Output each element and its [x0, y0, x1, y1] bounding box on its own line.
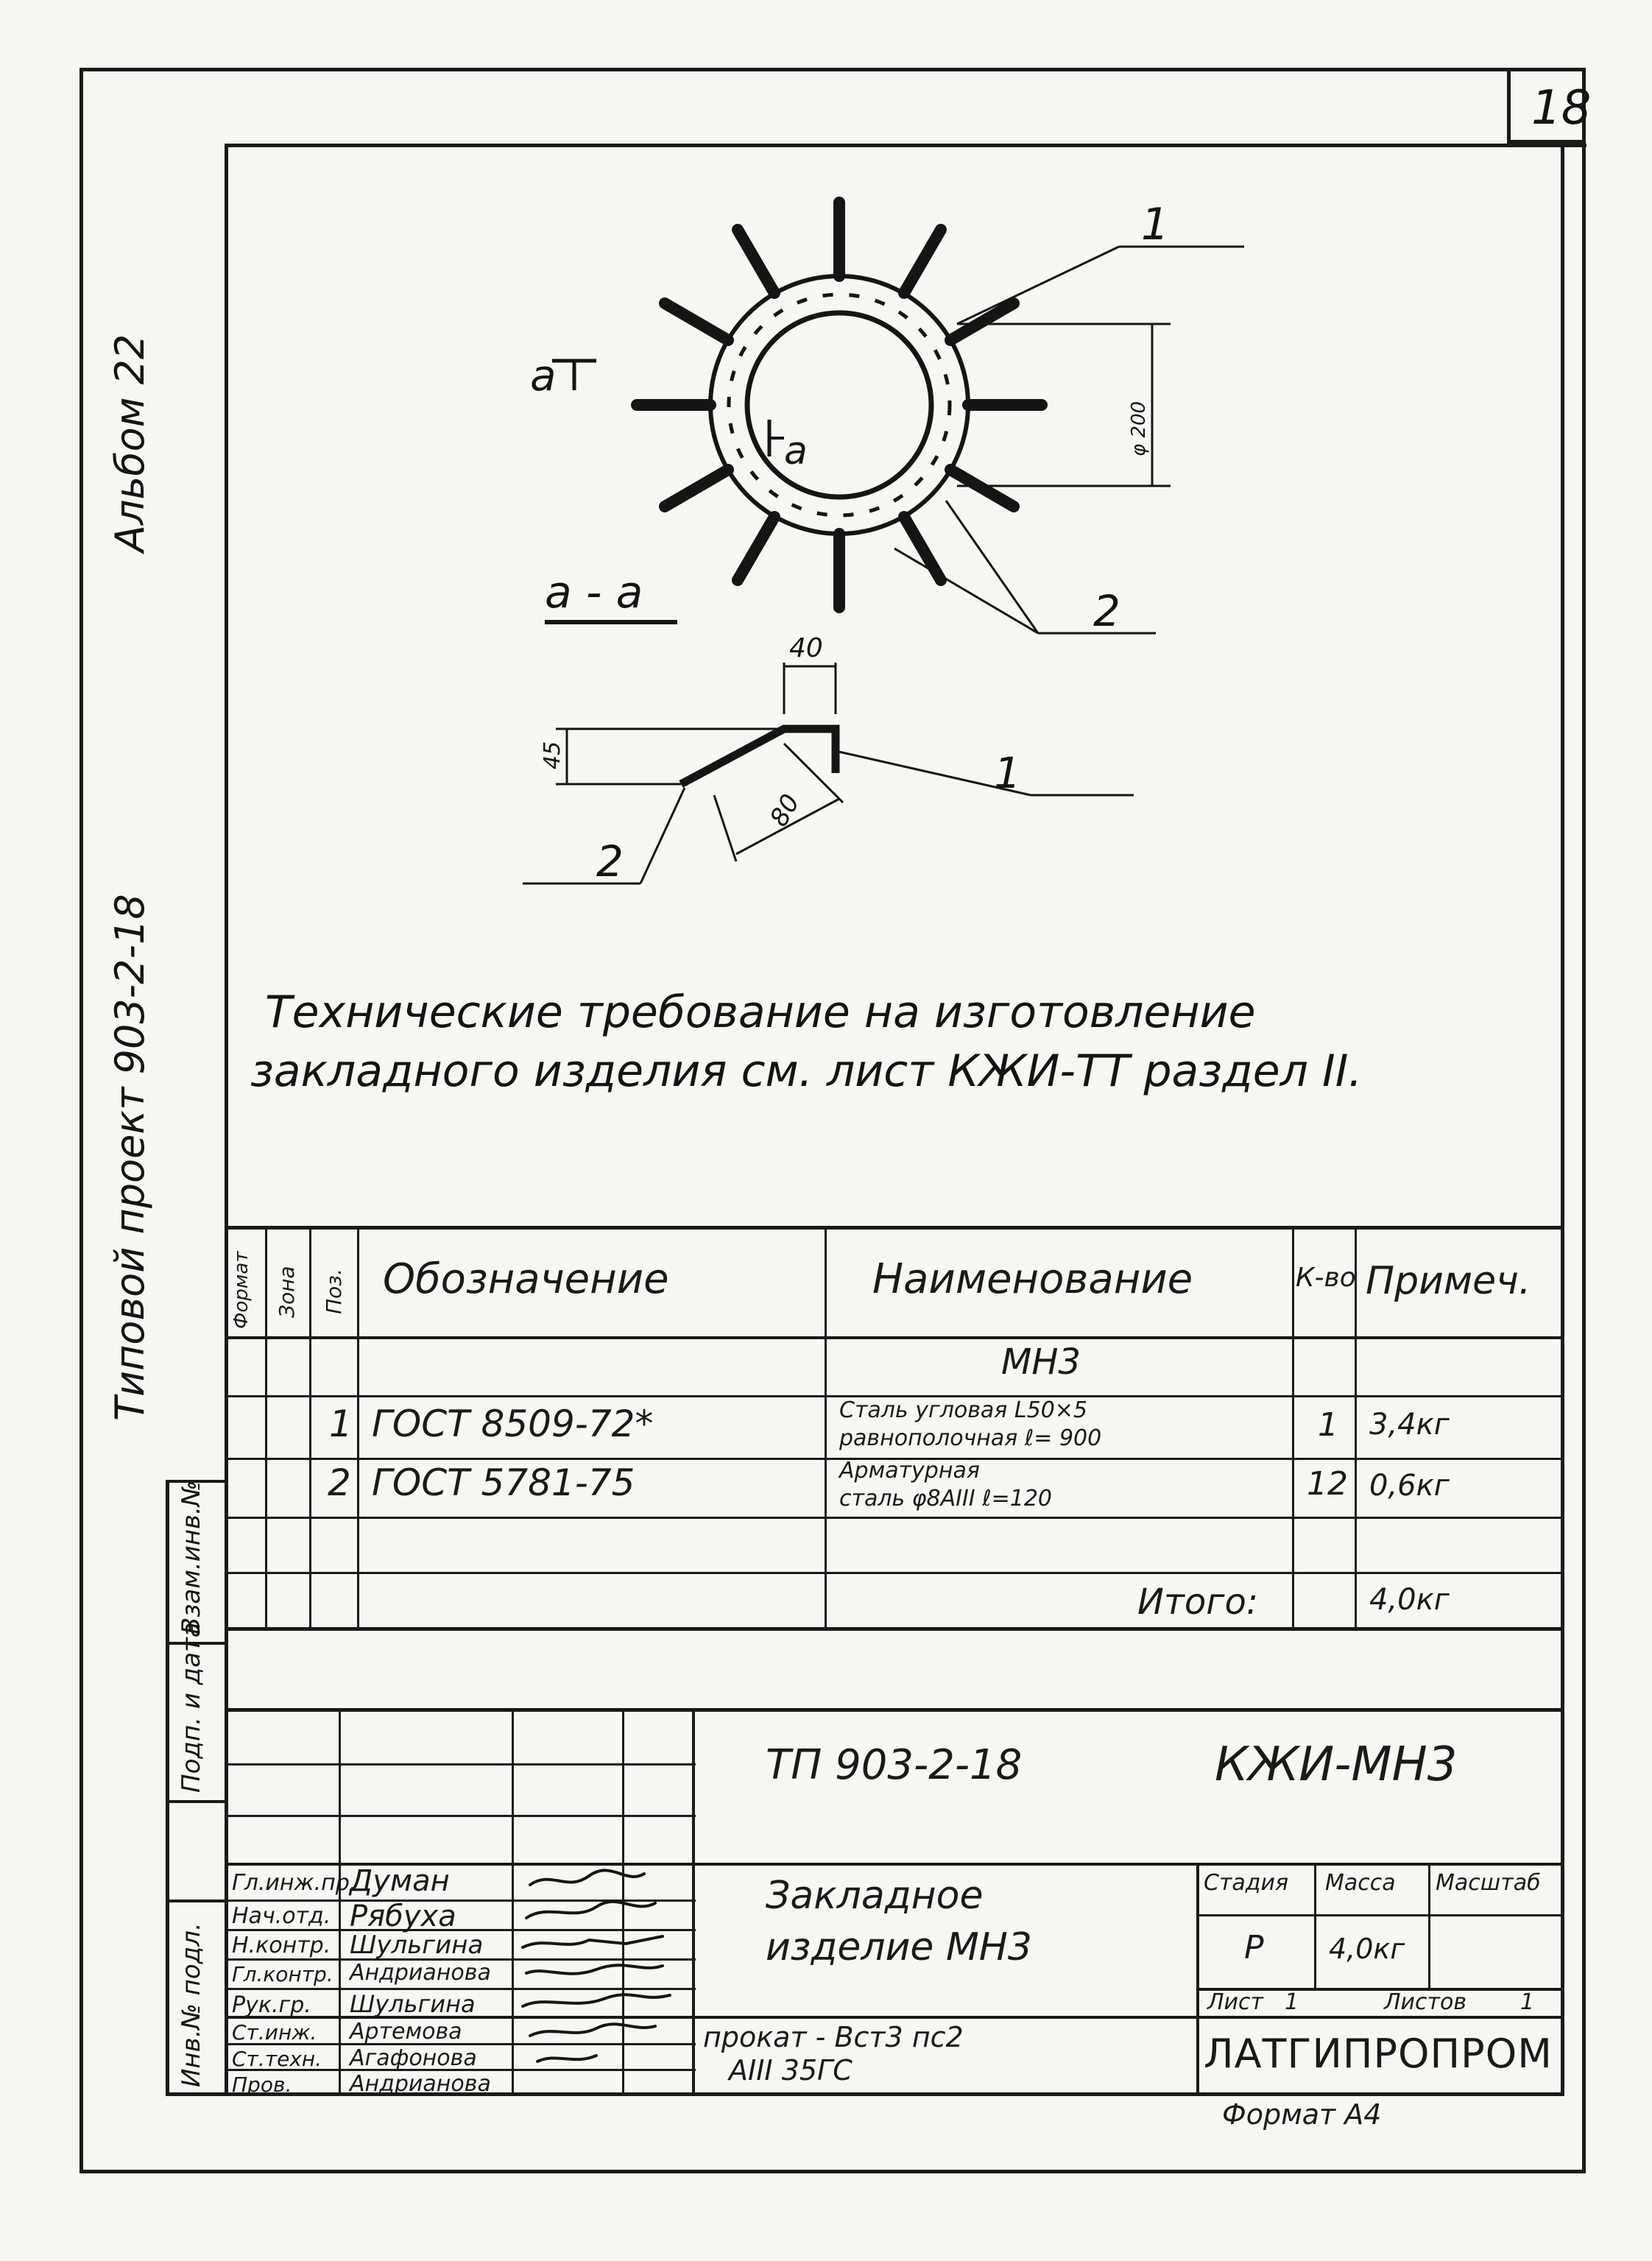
tech-note-line-1: Технические требование на изготовление	[265, 987, 1256, 1038]
doc-code: ТП 903-2-18	[766, 1741, 1023, 1789]
sheet-number-box-left	[1507, 68, 1511, 141]
dim-45: 45	[540, 741, 565, 769]
sheets-value: 1	[1520, 1989, 1535, 2015]
dim-80: 80	[764, 789, 806, 832]
sig-name-6: Артемова	[350, 2019, 462, 2045]
bolt-circle	[729, 294, 950, 515]
sig-role-5: Рук.гр.	[232, 1992, 311, 2018]
sig-name-3: Шульгина	[350, 1930, 484, 1960]
material-line-1: прокат - Вст3 пс2	[703, 2021, 964, 2053]
sig-name-8: Андрианова	[350, 2071, 491, 2097]
row-1-pos: 1	[329, 1403, 353, 1445]
sig-role-2: Нач.отд.	[232, 1903, 331, 1929]
side-div-3	[166, 1800, 228, 1803]
header-format: Формат	[230, 1251, 253, 1329]
total-value: 4,0кг	[1369, 1583, 1450, 1617]
sheet-number: 18	[1531, 81, 1592, 135]
angle-profile	[681, 729, 836, 784]
organization: ЛАТГИПРОПРОМ	[1204, 2031, 1553, 2077]
sheets-label: Листов	[1384, 1989, 1467, 2015]
row-2-name-2: сталь φ8АIII ℓ=120	[839, 1486, 1053, 1512]
sig-name-4: Андрианова	[350, 1960, 491, 1986]
album-label: Альбом 22	[107, 334, 153, 552]
header-zone: Зона	[275, 1266, 299, 1318]
sig-name-5: Шульгина	[350, 1990, 476, 2018]
scale-label: Масштаб	[1436, 1870, 1541, 1896]
format-label: Формат А4	[1222, 2098, 1382, 2131]
callout-1-section: 1	[994, 748, 1021, 798]
sig-role-4: Гл.контр.	[232, 1962, 333, 1986]
row-1-note: 3,4кг	[1369, 1408, 1450, 1442]
header-qty: К-во	[1296, 1263, 1356, 1293]
total-label: Итого:	[1137, 1581, 1258, 1623]
mass-label: Масса	[1325, 1870, 1396, 1896]
section-title: a - a	[545, 567, 643, 618]
signature-scribbles	[515, 1863, 692, 2084]
title-line-2: изделие МН3	[766, 1925, 1032, 1969]
anchor-bars	[637, 202, 1042, 607]
sig-name-2: Рябуха	[350, 1900, 456, 1933]
row-2-note: 0,6кг	[1369, 1469, 1450, 1503]
inv-podl-label: Инв.№ подл.	[177, 1922, 206, 2087]
section-mark-center: a	[784, 429, 808, 473]
sig-name-1: Думан	[350, 1864, 450, 1898]
flange-inner-circle	[747, 313, 931, 497]
side-col-left	[166, 1480, 169, 2095]
embedded-part-drawing	[228, 147, 1561, 957]
inner-frame-right	[1561, 144, 1564, 2095]
sig-role-6: Ст.инж.	[232, 2020, 317, 2045]
header-name: Наименование	[872, 1255, 1193, 1303]
row-1-name-1: Сталь угловая L50×5	[839, 1397, 1088, 1423]
dim-40: 40	[789, 633, 823, 663]
stage-label: Стадия	[1204, 1870, 1289, 1896]
callout-2-section: 2	[596, 836, 624, 886]
row-2-qty: 12	[1307, 1465, 1348, 1503]
row-2-pos: 2	[328, 1461, 351, 1504]
header-designation: Обозначение	[383, 1255, 669, 1303]
sig-role-1: Гл.инж.пр.	[232, 1870, 357, 1896]
project-label: Типовой проект 903-2-18	[107, 894, 153, 1421]
callout-2-top: 2	[1093, 586, 1120, 636]
callout-1-top: 1	[1141, 199, 1170, 250]
group-title: МН3	[1001, 1341, 1081, 1383]
title-line-1: Закладное	[766, 1874, 984, 1918]
row-1-designation: ГОСТ 8509-72*	[372, 1403, 654, 1445]
sig-role-7: Ст.техн.	[232, 2047, 322, 2071]
header-note: Примеч.	[1366, 1259, 1531, 1303]
row-2-designation: ГОСТ 5781-75	[372, 1461, 635, 1504]
mass-value: 4,0кг	[1329, 1933, 1405, 1965]
sig-role-8: Пров.	[232, 2073, 292, 2097]
sheet-value: 1	[1285, 1989, 1299, 2015]
material-line-2: АIII 35ГС	[729, 2054, 853, 2087]
diameter-label: φ 200	[1128, 401, 1150, 456]
side-div-4	[166, 1900, 228, 1902]
row-1-qty: 1	[1318, 1406, 1338, 1444]
section-mark-left: a	[530, 350, 557, 401]
sheet-code: КЖИ-МН3	[1215, 1738, 1458, 1792]
podp-data-label: Подп. и дата	[177, 1622, 206, 1793]
vzam-inv-label: Взам.инв.№	[177, 1480, 206, 1634]
header-pos: Поз.	[322, 1269, 346, 1314]
stage-value: Р	[1244, 1929, 1264, 1967]
sig-role-3: Н.контр.	[232, 1933, 331, 1958]
row-2-name-1: Арматурная	[839, 1458, 980, 1484]
sheet-label: Лист	[1207, 1989, 1264, 2015]
tech-note-line-2: закладного изделия см. лист КЖИ-ТТ раздел II.	[250, 1045, 1363, 1097]
sig-name-7: Агафонова	[350, 2045, 477, 2071]
row-1-name-2: равнополочная ℓ= 900	[839, 1425, 1102, 1451]
